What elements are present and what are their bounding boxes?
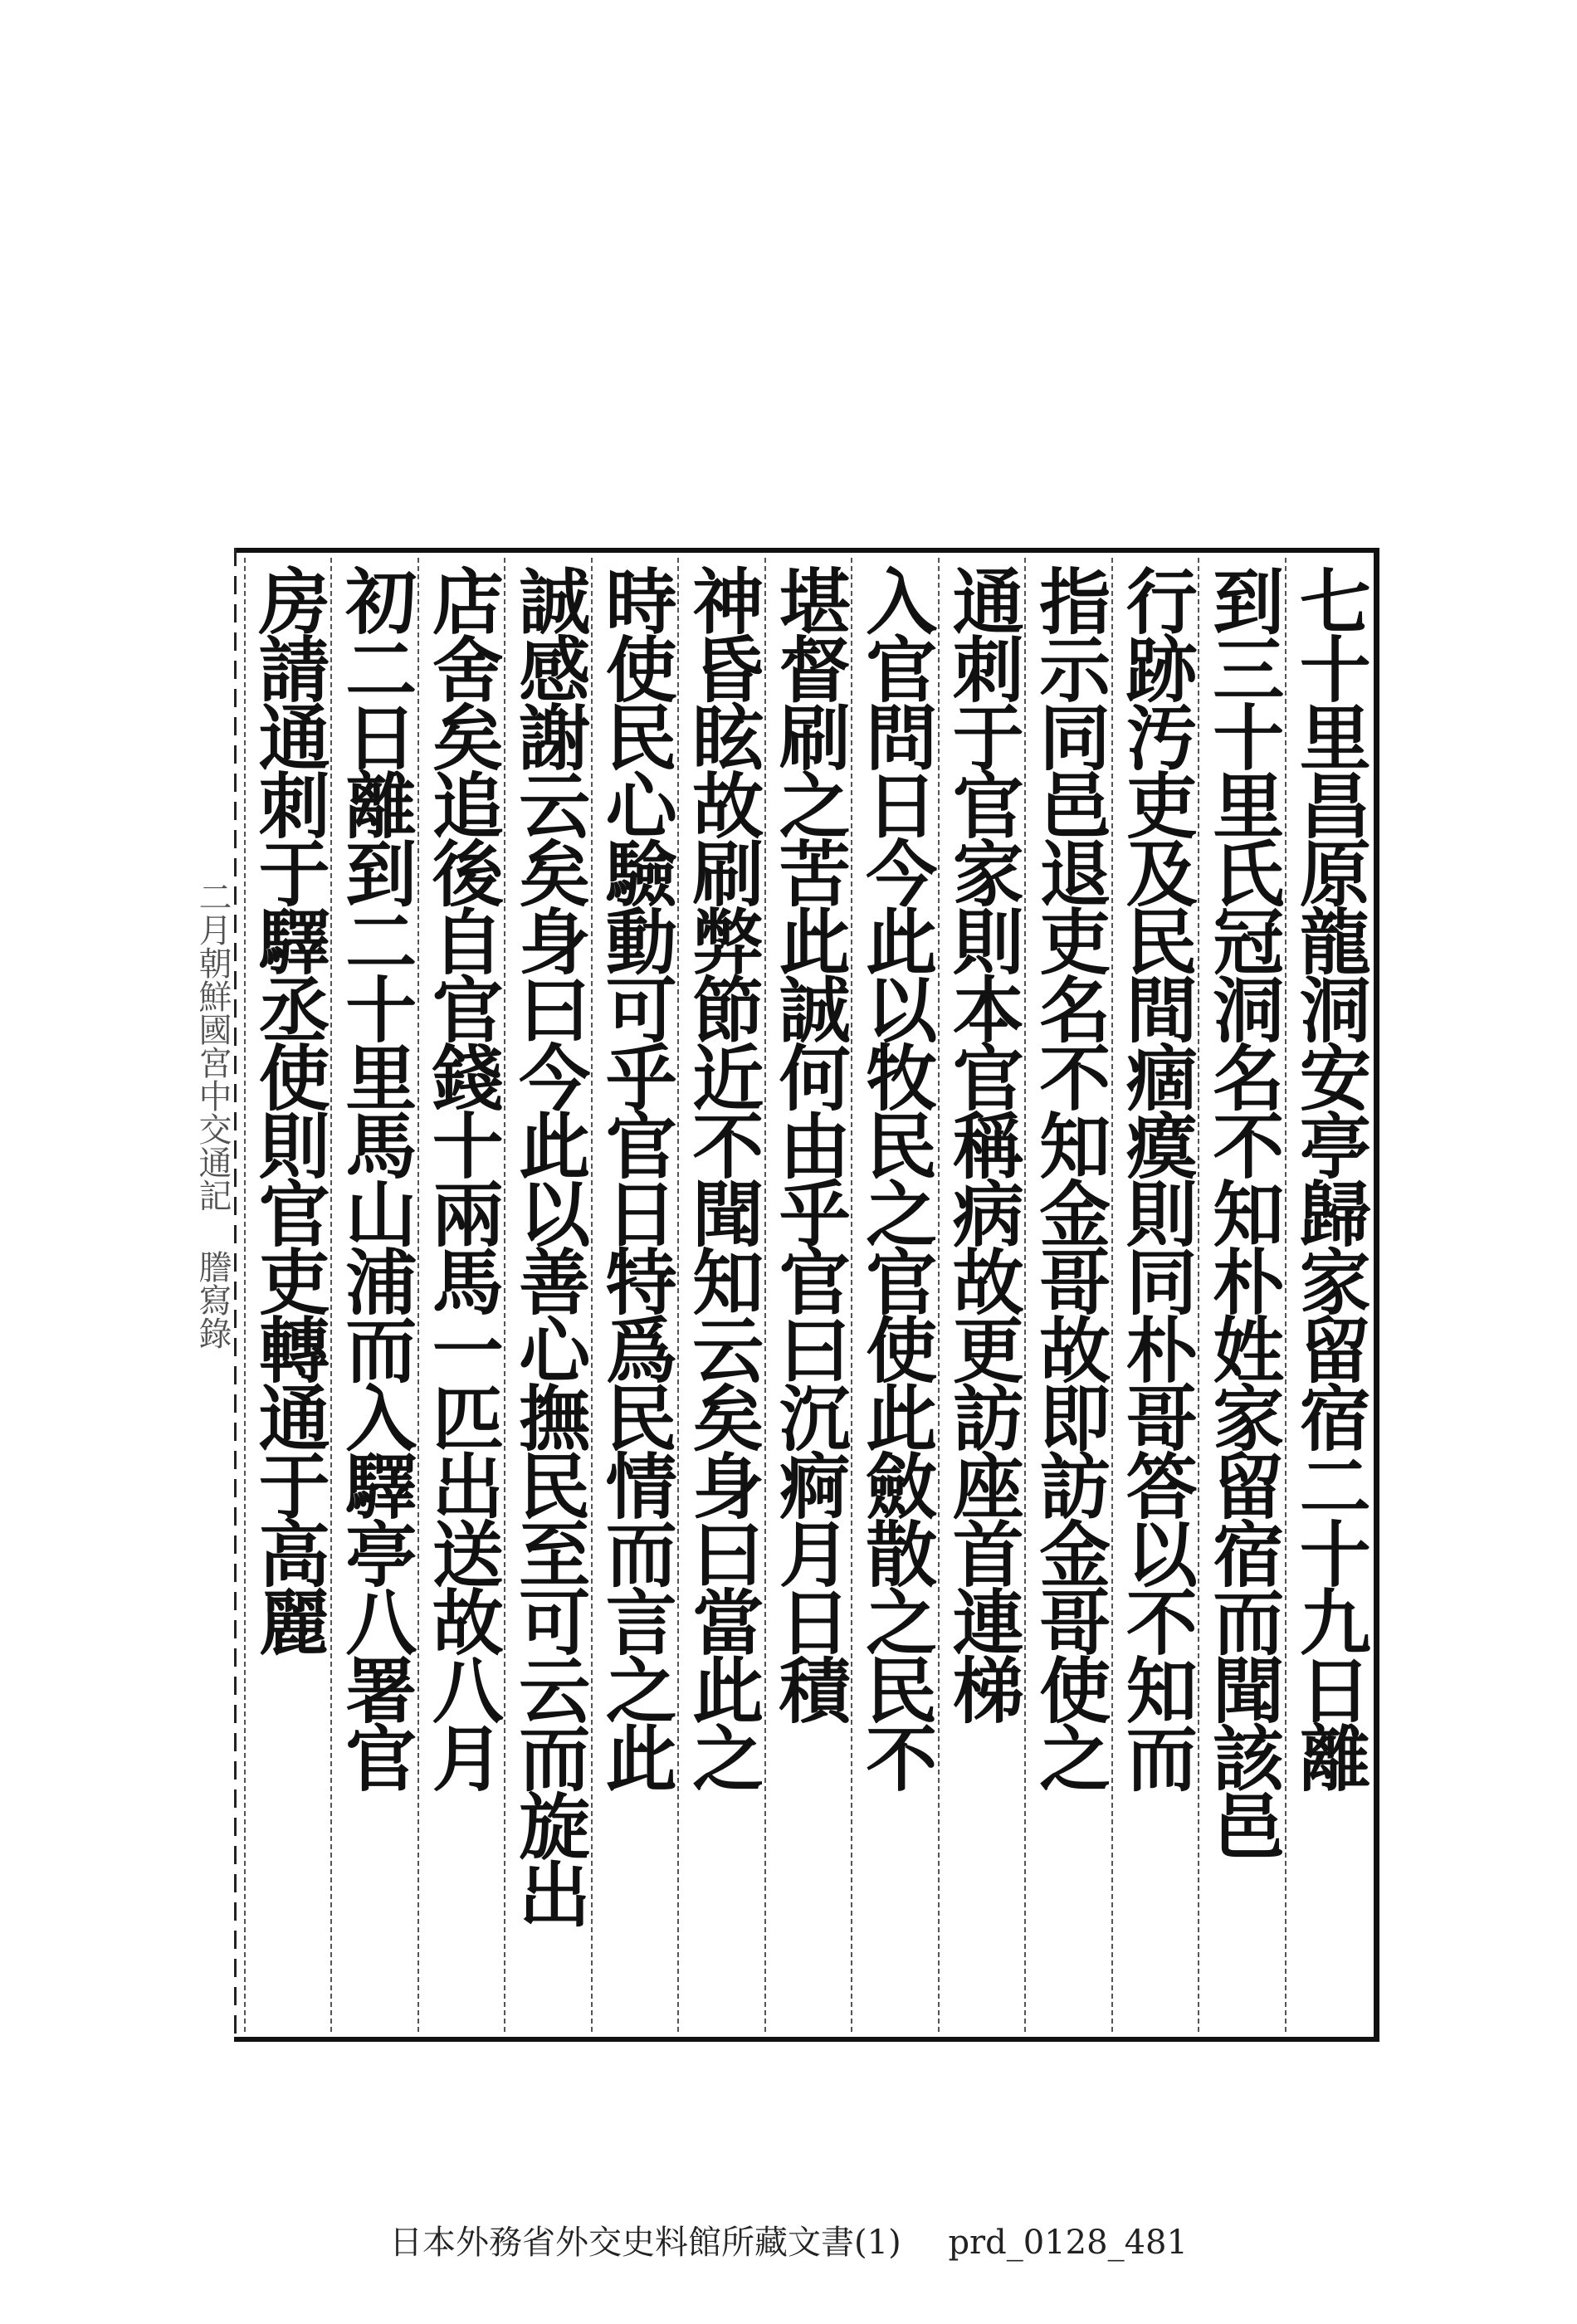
column-text: 指示同邑退吏名不知金哥故即訪金哥使之 — [1027, 564, 1111, 1789]
column-text: 時使民心驗動可乎官日特爲民情而言之此 — [593, 564, 677, 1789]
column-text: 初二日離到二十里馬山浦而入驛亭八署官 — [333, 564, 417, 1789]
text-column-2 — [1198, 558, 1285, 2032]
text-column-3 — [1111, 558, 1199, 2032]
text-column-5 — [938, 558, 1025, 2032]
column-text: 堪督刷之苦此誠何由乎官曰沉痾月日積 — [766, 564, 851, 1721]
column-text: 行跡汚吏及民間痼瘼則同朴哥答以不知而 — [1113, 564, 1198, 1789]
fore-edge-margin — [193, 880, 232, 1975]
text-column-9 — [591, 558, 678, 2032]
manuscript-columns — [241, 558, 1371, 2032]
text-column-12 — [330, 558, 417, 2032]
column-text: 房請通刺于驛丞使則官吏轉通于高麗 — [246, 564, 330, 1653]
text-column-6 — [851, 558, 938, 2032]
margin-note: 二月朝鮮國宮中交通記 謄寫錄 — [193, 880, 232, 1350]
footer-id: prd_0128_481 — [948, 2224, 1188, 2262]
column-text: 通刺于官家則本官稱病故更訪座首連梯 — [940, 564, 1024, 1721]
frame-left-rule — [234, 548, 237, 2042]
footer-source: 日本外務省外交史料館所藏文書(1) — [389, 2224, 901, 2262]
column-text: 入官問日今此以牧民之官使此斂散之民不 — [853, 564, 938, 1789]
column-text: 誠感謝云矣身曰今此以善心撫民至可云而旋出 — [506, 564, 591, 1926]
page-footer — [0, 2216, 1577, 2263]
column-text: 到三十里氏冠洞名不知朴姓家留宿而聞該邑 — [1200, 564, 1285, 1858]
column-text: 店舍矣追後自官錢十兩馬一匹出送故八月 — [419, 564, 504, 1789]
column-text: 七十里昌原龍洞安亭歸家留宿二十九日離 — [1286, 564, 1371, 1789]
text-column-10 — [504, 558, 591, 2032]
text-column-7 — [764, 558, 852, 2032]
text-column-1 — [1285, 558, 1372, 2032]
column-text: 神昏眩故刷弊節近不聞知云矣身曰當此之 — [680, 564, 764, 1789]
text-column-13 — [244, 558, 331, 2032]
text-column-11 — [417, 558, 505, 2032]
text-column-4 — [1024, 558, 1111, 2032]
text-column-8 — [677, 558, 764, 2032]
